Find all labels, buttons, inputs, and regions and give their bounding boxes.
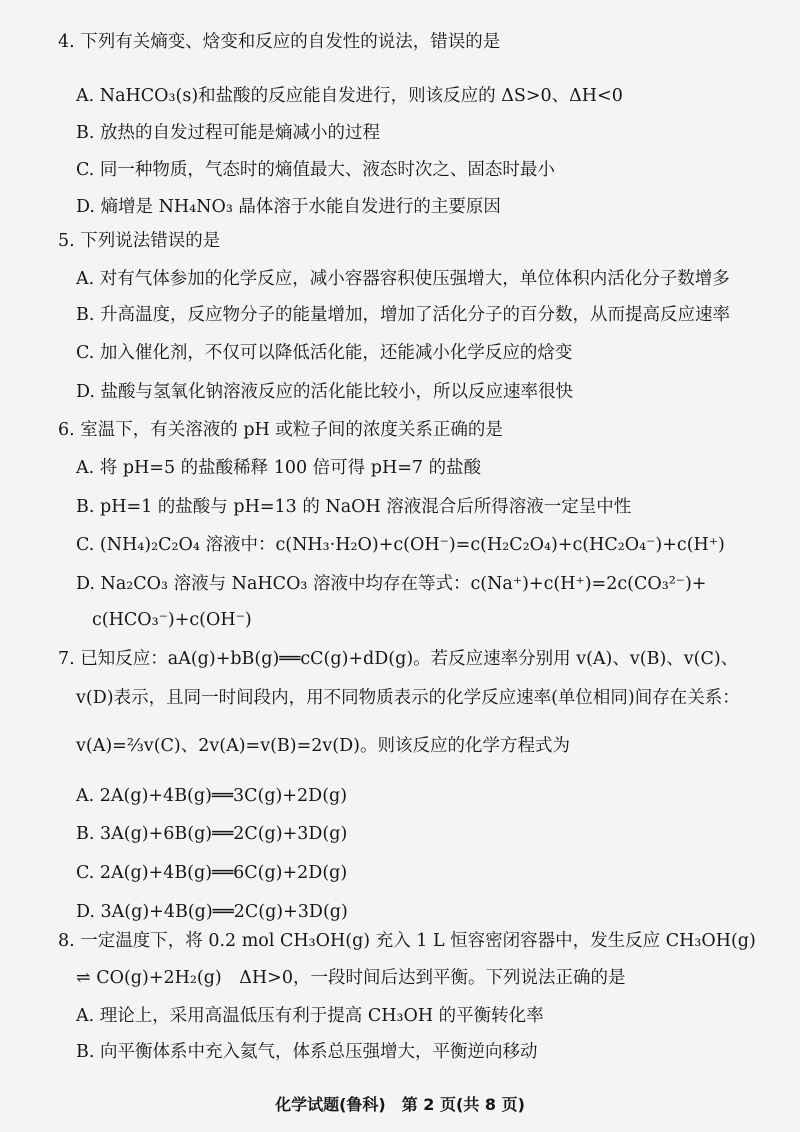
- question-6-option-d-continuation: c(HCO₃⁻)+c(OH⁻): [92, 610, 252, 630]
- page-footer: 化学试题(鲁科) 第 2 页(共 8 页): [275, 1095, 525, 1114]
- question-7-option-a: A. 2A(g)+4B(g)══3C(g)+2D(g): [76, 786, 348, 806]
- question-8-stem-line2: ⇌ CO(g)+2H₂(g) ΔH>0，一段时间后达到平衡。下列说法正确的是: [76, 968, 626, 988]
- question-8-option-a: A. 理论上，采用高温低压有利于提高 CH₃OH 的平衡转化率: [76, 1006, 544, 1026]
- question-6-option-d: D. Na₂CO₃ 溶液与 NaHCO₃ 溶液中均存在等式：c(Na⁺)+c(H⁺)=2c(CO₃²⁻)+: [76, 574, 707, 594]
- question-6-stem: 6. 室温下，有关溶液的 pH 或粒子间的浓度关系正确的是: [58, 420, 503, 440]
- question-7-option-c: C. 2A(g)+4B(g)══6C(g)+2D(g): [76, 863, 348, 883]
- question-7-option-d: D. 3A(g)+4B(g)══2C(g)+3D(g): [76, 902, 348, 922]
- question-6-option-a: A. 将 pH=5 的盐酸稀释 100 倍可得 pH=7 的盐酸: [76, 458, 482, 478]
- question-8-stem: 8. 一定温度下，将 0.2 mol CH₃OH(g) 充入 1 L 恒容密闭容器中，发生反应 CH₃OH(g): [58, 931, 756, 951]
- question-4-option-d: D. 熵增是 NH₄NO₃ 晶体溶于水能自发进行的主要原因: [76, 197, 501, 217]
- question-5-option-b: B. 升高温度，反应物分子的能量增加，增加了活化分子的百分数，从而提高反应速率: [76, 305, 730, 325]
- question-5-option-a: A. 对有气体参加的化学反应，减小容器容积使压强增大，单位体积内活化分子数增多: [76, 269, 730, 289]
- question-7-stem: 7. 已知反应：aA(g)+bB(g)══cC(g)+dD(g)。若反应速率分别用 v(A)、v(B)、v(C)、: [58, 649, 739, 669]
- question-7-stem-line3: v(A)=⅔v(C)、2v(A)=v(B)=2v(D)。则该反应的化学方程式为: [76, 736, 570, 756]
- question-4-option-a: A. NaHCO₃(s)和盐酸的反应能自发进行，则该反应的 ΔS>0、ΔH<0: [76, 86, 623, 106]
- question-6-option-b: B. pH=1 的盐酸与 pH=13 的 NaOH 溶液混合后所得溶液一定呈中性: [76, 497, 632, 517]
- question-5-option-c: C. 加入催化剂，不仅可以降低活化能，还能减小化学反应的焓变: [76, 343, 573, 363]
- question-4-option-b: B. 放热的自发过程可能是熵减小的过程: [76, 123, 380, 143]
- question-5-stem: 5. 下列说法错误的是: [58, 231, 221, 251]
- question-5-option-d: D. 盐酸与氢氧化钠溶液反应的活化能比较小，所以反应速率很快: [76, 382, 574, 402]
- question-7-option-b: B. 3A(g)+6B(g)══2C(g)+3D(g): [76, 824, 348, 844]
- question-7-stem-line2: v(D)表示，且同一时间段内，用不同物质表示的化学反应速率(单位相同)间存在关系：: [76, 688, 740, 708]
- question-6-option-c: C. (NH₄)₂C₂O₄ 溶液中：c(NH₃·H₂O)+c(OH⁻)=c(H₂C₂O₄)+c(HC₂O₄⁻)+c(H⁺): [76, 535, 725, 555]
- question-4-option-c: C. 同一种物质，气态时的熵值最大、液态时次之、固态时最小: [76, 160, 555, 180]
- question-4-stem: 4. 下列有关熵变、焓变和反应的自发性的说法，错误的是: [58, 32, 501, 52]
- question-8-option-b: B. 向平衡体系中充入氦气，体系总压强增大，平衡逆向移动: [76, 1042, 538, 1062]
